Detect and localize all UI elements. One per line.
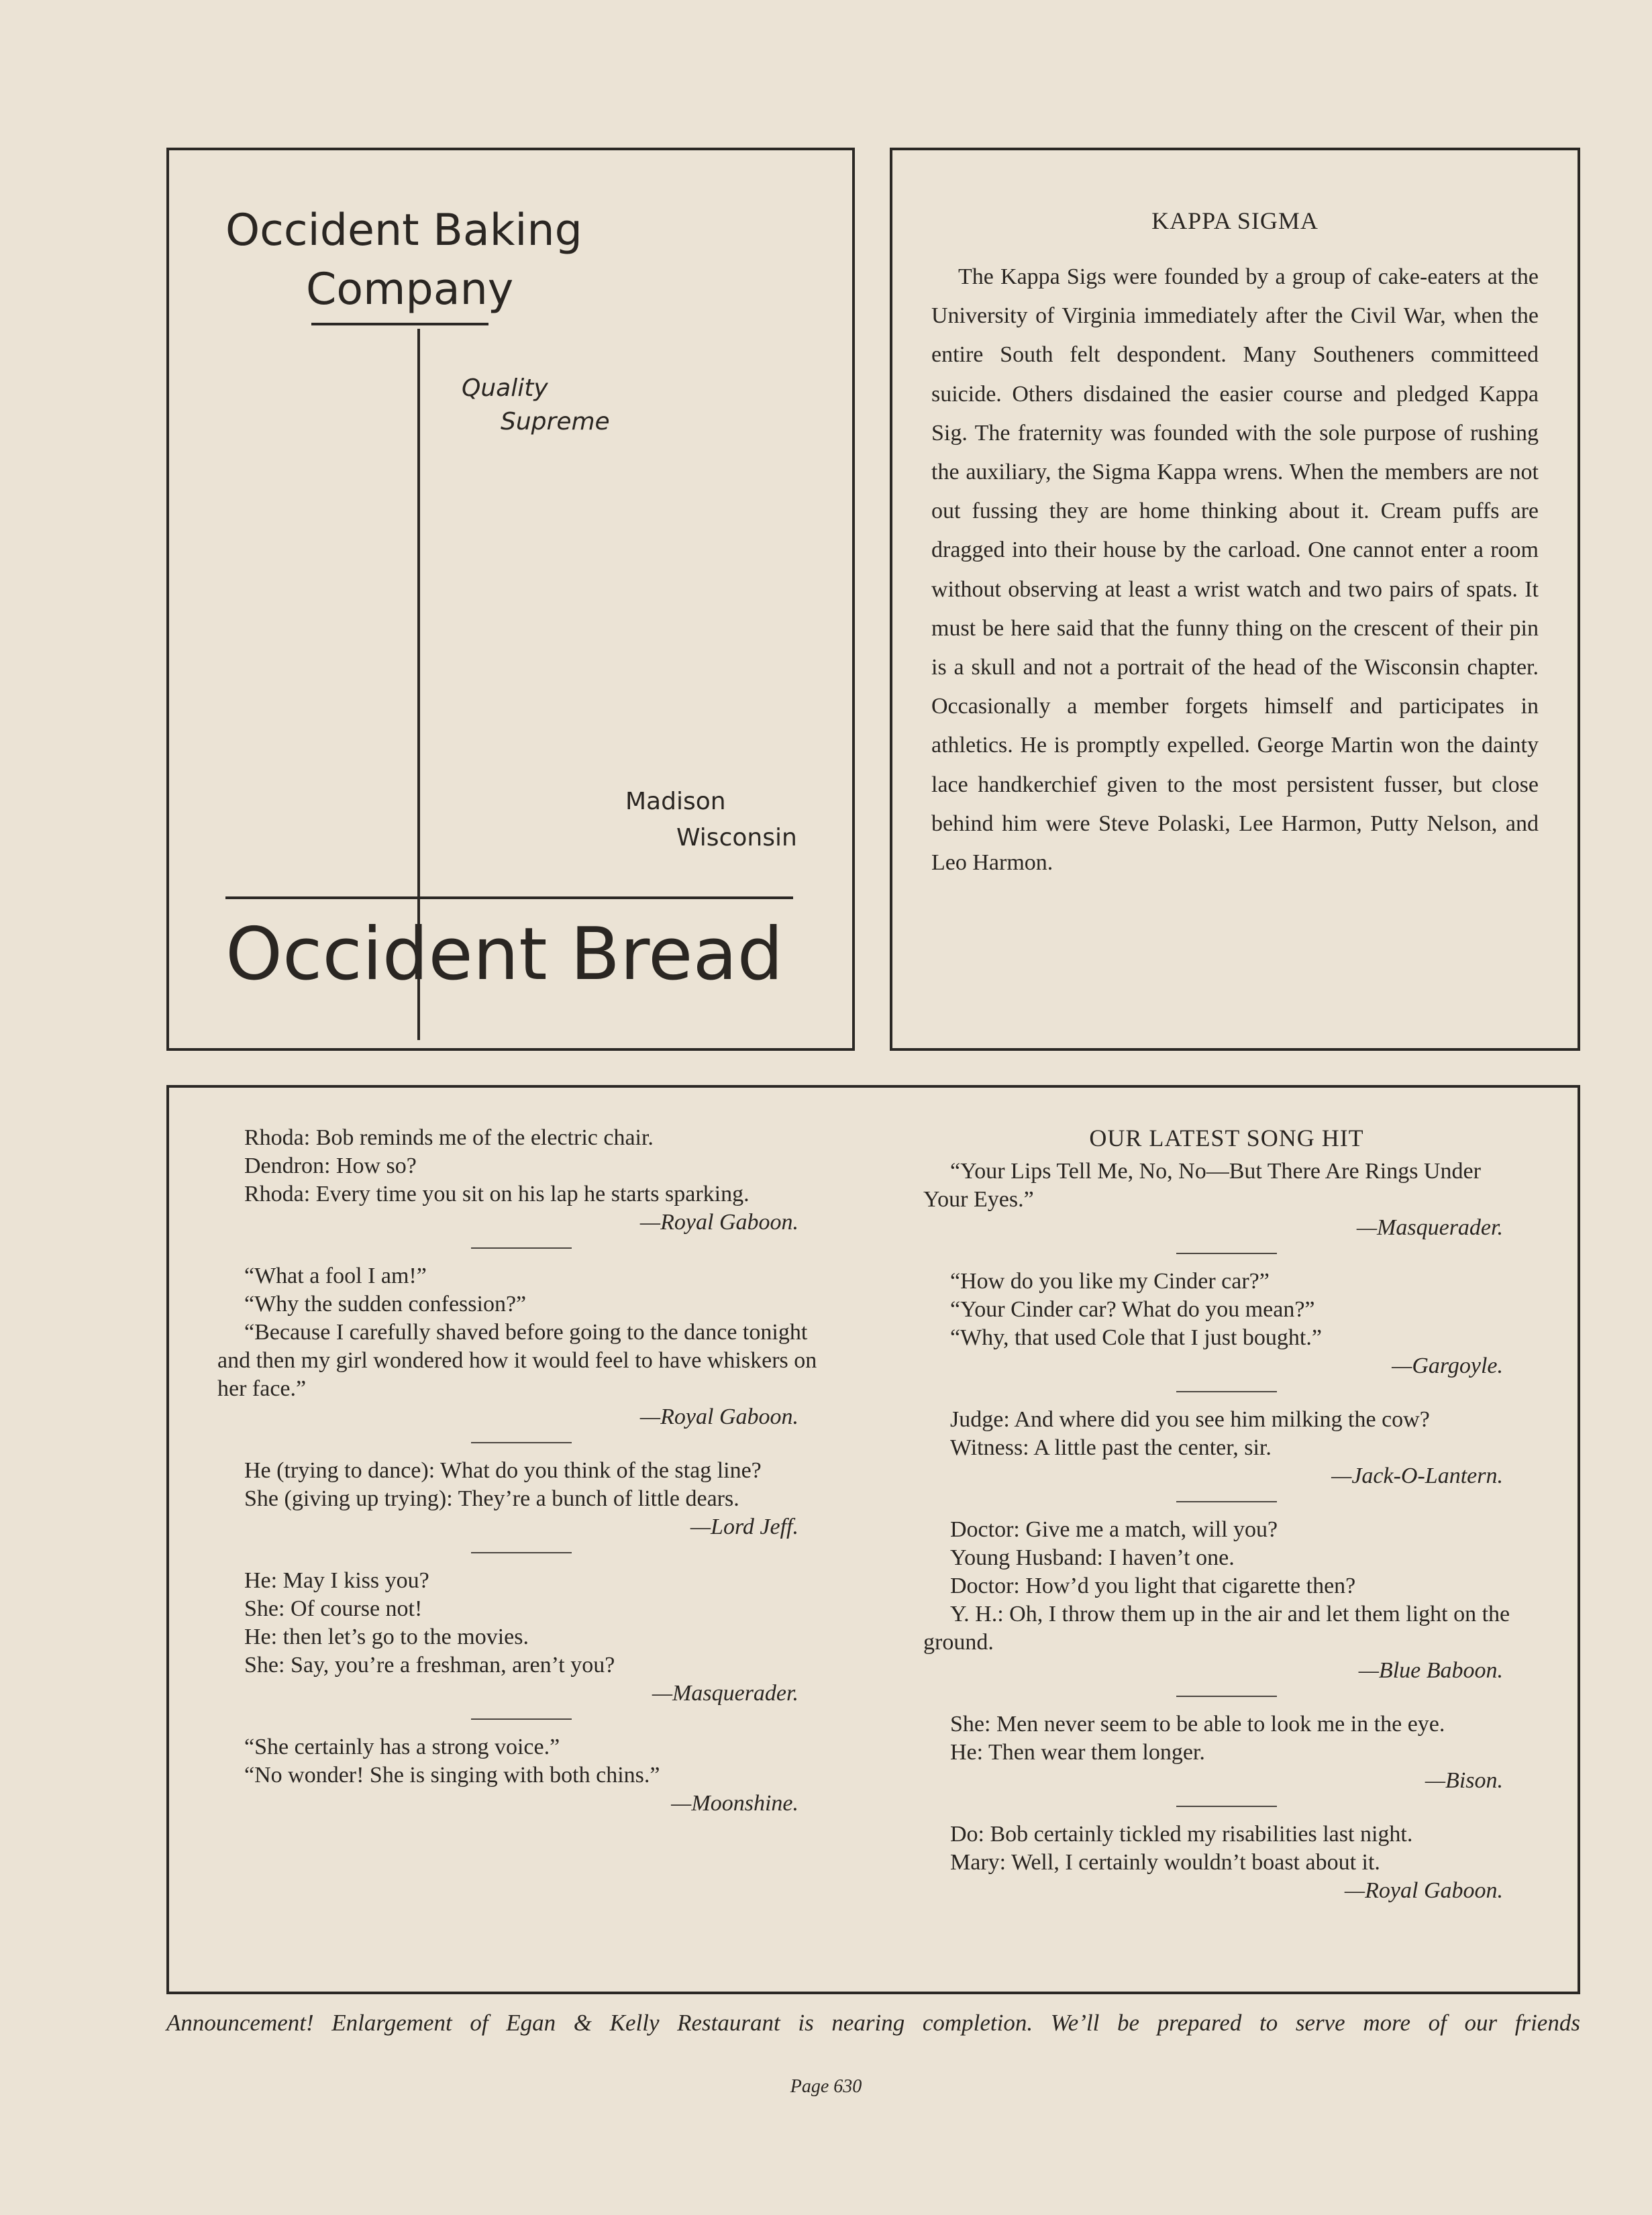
ad-state: Wisconsin [676,824,797,852]
joke-line: Witness: A little past the center, sir. [950,1435,1272,1460]
joke-separator [471,1247,572,1249]
joke-block [217,1124,825,1237]
page-number: Page 630 [790,2076,862,2097]
kappa-sigma-title: KAPPA SIGMA [1151,207,1319,234]
joke-line: “No wonder! She is singing with both chins.” [244,1763,660,1788]
announcement-word: Announcement! [166,2010,314,2036]
joke-source: —Gargoyle. [1392,1353,1503,1378]
joke-line: She: Say, you’re a freshman, aren’t you? [244,1653,615,1678]
joke-line: She: Men never seem to be able to look me in the eye. [950,1712,1445,1737]
joke-source: —Blue Baboon. [1358,1658,1503,1683]
announcement-word: & [573,2010,592,2036]
jokes-section [166,1085,1580,1994]
kappa-sigma-article [890,148,1580,1051]
announcement-word: Egan [506,2010,556,2036]
joke-line: “How do you like my Cinder car?” [950,1269,1270,1294]
announcement-word: nearing [831,2010,905,2036]
joke-line: “What a fool I am!” [244,1264,427,1288]
joke-line: He: Then wear them longer. [950,1740,1205,1765]
kappa-sigma-body: The Kappa Sigs were founded by a group of cake-eaters at the University of Virginia immediately after the Civil War, when the entire South felt despondent. Many Southeners committeed suicide. Others disdained the easier course and pledged Kappa Sig. The fraternity was founded with the sole purpose of rushing the auxiliary, the Sigma Kappa wrens. When the members are not out fussing they are home thinking about it. Cream puffs are dragged into their house by the carload. One cannot enter a room without observing at least a wrist watch and two pairs of spats. It must be here said that the funny thing on the crescent of their pin is a skull and not a portrait of the head of the Wisconsin chapter. Occasionally a member forgets himself and participates in athletics. He is promptly expelled. George Martin won the dainty lace handkerchief given to the most persistent fusser, but close behind him were Steve Polaski, Lee Harmon, Putty Nelson, and Leo Harmon. [931,264,1539,876]
announcement-word: Restaurant [677,2010,780,2036]
joke-line: Dendron: How so? [244,1153,417,1178]
joke-separator [1176,1806,1277,1807]
joke-block [923,1157,1530,1242]
joke-line: Young Husband: I haven’t one. [950,1545,1235,1570]
announcement-word: We’ll [1050,2010,1100,2036]
ad-product-name: Occident Bread [225,913,784,996]
jokes-right-list [923,1157,1530,1905]
ad-tagline-quality: Quality [462,374,548,402]
joke-line: “Your Cinder car? What do you mean?” [950,1297,1315,1322]
announcement-word: of [1428,2010,1447,2036]
jokes-left-column [217,1124,825,1818]
joke-separator [471,1718,572,1720]
joke-block [217,1567,825,1708]
joke-block [217,1262,825,1431]
announcement-word: to [1259,2010,1278,2036]
joke-line: “Why the sudden confession?” [244,1292,527,1317]
announcement-word: completion. [922,2010,1033,2036]
song-hit-title: OUR LATEST SONG HIT [1089,1125,1364,1151]
ad-company-name-line1: Occident Baking [225,205,582,256]
joke-line: She: Of course not! [244,1596,423,1621]
joke-separator [1176,1253,1277,1254]
restaurant-announcement [166,2010,1580,2037]
joke-line: He (trying to dance): What do you think of the stag line? [244,1458,762,1483]
joke-line: Doctor: Give me a match, will you? [950,1517,1278,1542]
jokes-right-column [923,1124,1530,1905]
joke-line: Doctor: How’d you light that cigarette then? [950,1574,1356,1598]
joke-line: “Why, that used Cole that I just bought.” [950,1325,1322,1350]
announcement-word: serve [1295,2010,1345,2036]
announcement-word: Kelly [609,2010,660,2036]
announcement-word: of [470,2010,488,2036]
ad-company-name-line2: Company [306,264,514,315]
joke-block [923,1820,1530,1905]
announcement-word: our [1464,2010,1498,2036]
joke-line: “Because I carefully shaved before going to the dance tonight and then my girl wondered how it would feel to have whiskers on her face.” [217,1320,817,1401]
joke-source: —Moonshine. [671,1791,798,1816]
joke-block [923,1516,1530,1685]
joke-separator [471,1442,572,1443]
joke-line: She (giving up trying): They’re a bunch of little dears. [244,1486,739,1511]
joke-line: Judge: And where did you see him milking the cow? [950,1407,1430,1432]
ad-underline-rule [311,323,488,325]
joke-source: —Royal Gaboon. [1344,1878,1503,1903]
joke-source: —Masquerader. [652,1681,798,1706]
joke-block [923,1710,1530,1795]
joke-block [217,1733,825,1818]
joke-line: Rhoda: Bob reminds me of the electric chair. [244,1125,654,1150]
ad-tagline-supreme: Supreme [501,408,610,435]
announcement-word: Enlargement [331,2010,452,2036]
joke-line: Y. H.: Oh, I throw them up in the air and let them light on the ground. [923,1602,1510,1655]
joke-block [923,1268,1530,1380]
joke-source: —Lord Jeff. [690,1514,798,1539]
joke-separator [471,1552,572,1553]
joke-line: “Your Lips Tell Me, No, No—But There Are Rings Under Your Eyes.” [923,1159,1481,1212]
joke-source: —Jack-O-Lantern. [1331,1463,1503,1488]
announcement-word: be [1117,2010,1140,2036]
announcement-word: friends [1514,2010,1580,2036]
announcement-word: is [798,2010,814,2036]
joke-line: “She certainly has a strong voice.” [244,1735,560,1759]
joke-source: —Royal Gaboon. [639,1404,798,1429]
ad-city: Madison [625,788,726,815]
joke-block [217,1457,825,1541]
joke-line: Rhoda: Every time you sit on his lap he starts sparking. [244,1182,750,1206]
joke-line: Do: Bob certainly tickled my risabilities last night. [950,1822,1413,1847]
occident-bread-ad [166,148,855,1051]
joke-block [923,1406,1530,1490]
joke-source: —Bison. [1425,1768,1503,1793]
joke-line: He: May I kiss you? [244,1568,429,1593]
joke-separator [1176,1501,1277,1502]
announcement-word: more [1363,2010,1410,2036]
joke-source: —Royal Gaboon. [639,1210,798,1235]
joke-line: Mary: Well, I certainly wouldn’t boast about it. [950,1850,1380,1875]
ad-horizontal-rule [225,896,793,899]
announcement-word: prepared [1157,2010,1242,2036]
joke-line: He: then let’s go to the movies. [244,1625,529,1649]
joke-source: —Masquerader. [1356,1215,1503,1240]
joke-separator [1176,1391,1277,1392]
joke-separator [1176,1696,1277,1697]
